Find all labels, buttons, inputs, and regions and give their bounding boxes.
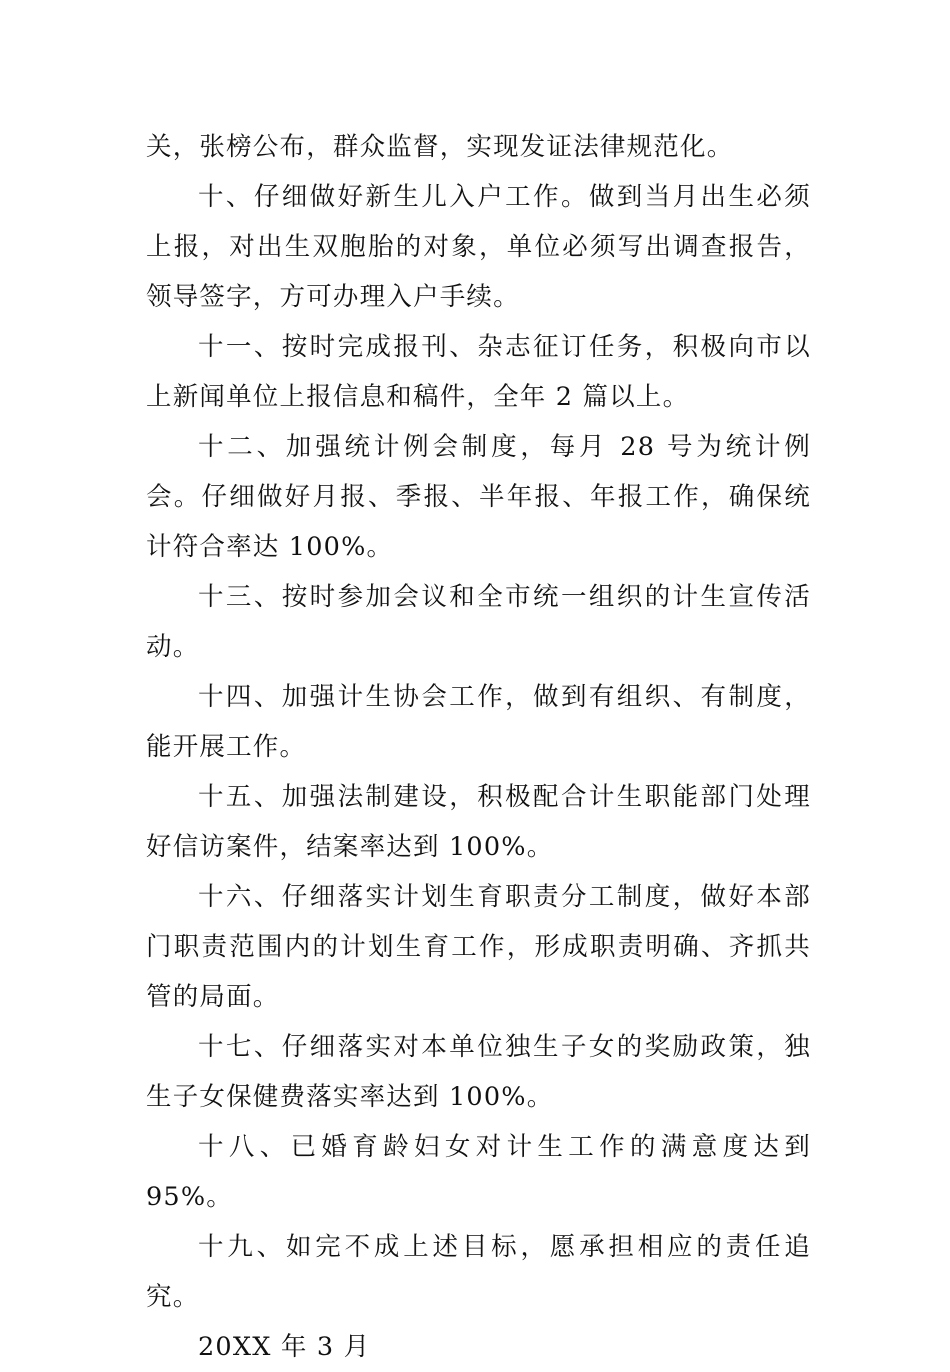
paragraph-item-16: 十六、仔细落实计划生育职责分工制度，做好本部门职责范围内的计划生育工作，形成职责明确、齐抓共管的局面。 — [146, 882, 811, 1012]
paragraph-item-13: 十三、按时参加会议和全市统一组织的计生宣传活动。 — [146, 582, 811, 662]
document-date: 20XX 年 3 月 — [198, 1332, 371, 1362]
paragraph-continued: 关，张榜公布，群众监督，实现发证法律规范化。 — [146, 132, 734, 162]
paragraph-item-19: 十九、如完不成上述目标，愿承担相应的责任追究。 — [146, 1232, 811, 1312]
paragraph-item-11: 十一、按时完成报刊、杂志征订任务，积极向市以上新闻单位上报信息和稿件，全年 2 篇以上。 — [146, 332, 811, 412]
paragraph-item-18: 十八、已婚育龄妇女对计生工作的满意度达到 95%。 — [146, 1132, 811, 1212]
paragraph-item-17: 十七、仔细落实对本单位独生子女的奖励政策，独生子女保健费落实率达到 100%。 — [146, 1032, 811, 1112]
paragraph-item-12: 十二、加强统计例会制度，每月 28 号为统计例会。仔细做好月报、季报、半年报、年报工作，确保统计符合率达 100%。 — [146, 432, 811, 562]
paragraph-item-14: 十四、加强计生协会工作，做到有组织、有制度，能开展工作。 — [146, 682, 811, 762]
paragraph-item-10: 十、仔细做好新生儿入户工作。做到当月出生必须上报，对出生双胞胎的对象，单位必须写出调查报告，领导签字，方可办理入户手续。 — [146, 182, 811, 312]
paragraph-item-15: 十五、加强法制建设，积极配合计生职能部门处理好信访案件，结案率达到 100%。 — [146, 782, 811, 862]
document-body — [146, 122, 811, 1372]
